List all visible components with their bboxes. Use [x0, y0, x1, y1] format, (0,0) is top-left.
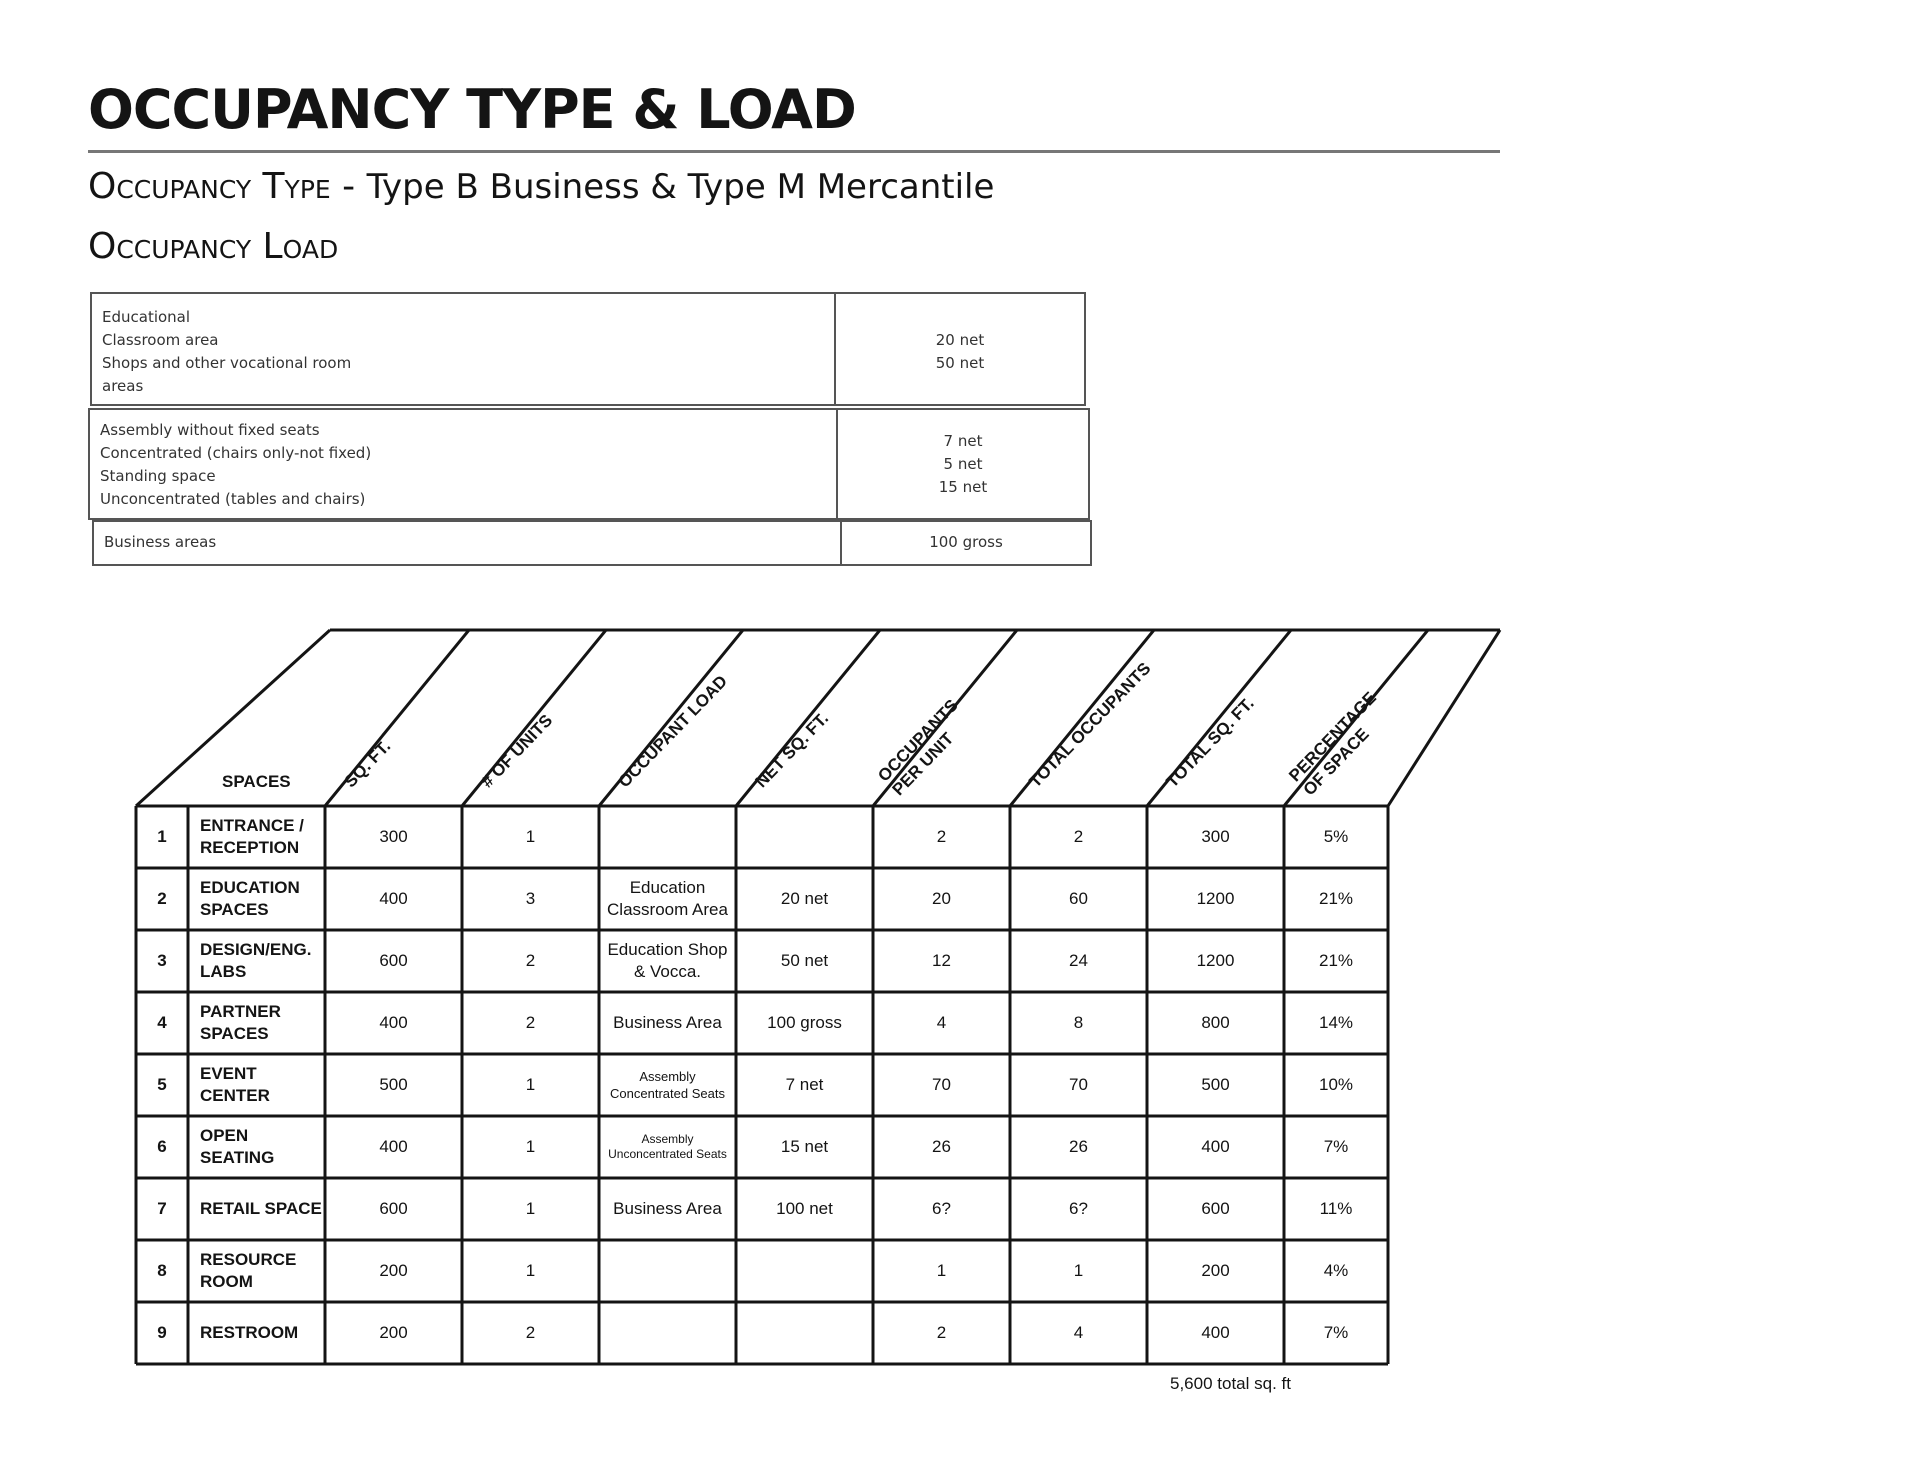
cell-total-sqft: 300 — [1201, 827, 1230, 846]
header-units: # OF UNITS — [477, 710, 557, 792]
reference-value: 7 net — [943, 432, 983, 450]
cell-pct: 7% — [1323, 1323, 1349, 1342]
header-occupants-per-unit: OCCUPANTS PER UNIT — [874, 695, 962, 800]
cell-net: 7 net — [785, 1075, 824, 1094]
cell-pct: 10% — [1318, 1075, 1354, 1094]
cell-per-unit: 70 — [932, 1075, 951, 1094]
space-name: RESTROOM — [200, 1323, 299, 1342]
header-sq-ft: SQ. FT. — [340, 736, 395, 792]
row-number: 5 — [157, 1075, 167, 1094]
cell-total-sqft: 500 — [1201, 1075, 1230, 1094]
cell-sqft: 200 — [379, 1323, 408, 1342]
reference-line: Unconcentrated (tables and chairs) — [100, 490, 366, 508]
cell-load: Assembly Unconcentrated Seats — [608, 1132, 727, 1161]
reference-line: Concentrated (chairs only-not fixed) — [100, 444, 372, 462]
cell-total-occ: 70 — [1069, 1075, 1088, 1094]
cell-net — [738, 808, 871, 866]
cell-net: 100 net — [776, 1199, 833, 1218]
cell-units: 2 — [525, 951, 536, 970]
cell-sqft: 200 — [379, 1261, 408, 1280]
cell-pct: 14% — [1318, 1013, 1354, 1032]
cell-sqft: 400 — [379, 1013, 408, 1032]
cell-per-unit: 20 — [932, 889, 951, 908]
cell-load: Business Area — [613, 1013, 722, 1032]
reference-line: Educational — [102, 308, 191, 326]
row-number: 7 — [157, 1199, 167, 1218]
cell-sqft: 400 — [379, 889, 408, 908]
reference-value: 15 net — [938, 478, 988, 496]
cell-units: 2 — [525, 1013, 536, 1032]
cell-total-occ: 4 — [1073, 1323, 1084, 1342]
space-name: PARTNER SPACES — [200, 1002, 281, 1043]
cell-load: Education Shop & Vocca. — [607, 940, 728, 981]
space-name: DESIGN/ENG. LABS — [200, 940, 312, 981]
cell-net — [738, 1242, 871, 1300]
cell-pct: 4% — [1323, 1261, 1349, 1280]
cell-total-sqft: 800 — [1201, 1013, 1230, 1032]
cell-net: 50 net — [780, 951, 829, 970]
cell-per-unit: 26 — [932, 1137, 951, 1156]
total-sqft-footnote: 5,600 total sq. ft — [1170, 1374, 1291, 1393]
cell-sqft: 600 — [379, 1199, 408, 1218]
cell-load — [601, 808, 734, 866]
cell-units: 2 — [525, 1323, 536, 1342]
cell-total-sqft: 400 — [1201, 1323, 1230, 1342]
cell-net: 20 net — [780, 889, 829, 908]
cell-total-occ: 60 — [1069, 889, 1088, 908]
header-occupant-load: OCCUPANT LOAD — [614, 671, 732, 792]
header-spaces: SPACES — [222, 772, 291, 791]
cell-total-sqft: 600 — [1201, 1199, 1230, 1218]
cell-total-occ: 1 — [1073, 1261, 1084, 1280]
cell-units: 1 — [525, 1199, 536, 1218]
cell-total-sqft: 1200 — [1196, 889, 1235, 908]
reference-line: Business areas — [104, 533, 217, 551]
header-net-sq-ft: NET SQ. FT. — [751, 708, 833, 792]
space-name: RESOURCE ROOM — [200, 1250, 297, 1291]
cell-total-occ: 2 — [1073, 827, 1084, 846]
reference-value: 5 net — [943, 455, 983, 473]
cell-per-unit: 1 — [936, 1261, 947, 1280]
cell-pct: 21% — [1318, 889, 1354, 908]
cell-total-occ: 8 — [1073, 1013, 1084, 1032]
cell-load: Assembly Concentrated Seats — [610, 1069, 725, 1101]
header-total-occupants: TOTAL OCCUPANTS — [1025, 658, 1155, 792]
cell-total-occ: 26 — [1069, 1137, 1088, 1156]
row-number: 6 — [157, 1137, 167, 1156]
occupancy-type-label: Occupancy Type - — [88, 166, 367, 207]
reference-line: Standing space — [100, 467, 216, 485]
cell-pct: 11% — [1319, 1199, 1353, 1218]
reference-line: Assembly without fixed seats — [100, 421, 320, 439]
row-number: 3 — [157, 951, 167, 970]
cell-load — [601, 1304, 734, 1362]
reference-line: Shops and other vocational room — [102, 354, 352, 372]
header-percentage: PERCENTAGE OF SPACE — [1285, 688, 1381, 800]
cell-per-unit: 4 — [936, 1013, 947, 1032]
cell-net: 100 gross — [767, 1013, 842, 1032]
reference-line: areas — [102, 377, 144, 395]
cell-per-unit: 2 — [936, 827, 947, 846]
cell-units: 1 — [525, 827, 536, 846]
cell-total-occ: 24 — [1069, 951, 1088, 970]
cell-pct: 7% — [1323, 1137, 1349, 1156]
cell-total-sqft: 1200 — [1196, 951, 1235, 970]
cell-total-sqft: 200 — [1201, 1261, 1230, 1280]
space-name: EVENT CENTER — [200, 1064, 270, 1105]
cell-per-unit: 2 — [936, 1323, 947, 1342]
row-number: 2 — [157, 889, 167, 908]
row-number: 9 — [157, 1323, 167, 1342]
cell-pct: 5% — [1323, 827, 1349, 846]
reference-value: 20 net — [935, 331, 985, 349]
reference-value: 50 net — [935, 354, 985, 372]
header-total-sq-ft: TOTAL SQ. FT. — [1162, 693, 1258, 792]
row-number: 8 — [157, 1261, 167, 1280]
space-name: EDUCATION SPACES — [200, 878, 300, 919]
cell-load: Education Classroom Area — [607, 878, 728, 919]
cell-sqft: 400 — [379, 1137, 408, 1156]
cell-units: 3 — [525, 889, 536, 908]
cell-total-occ: 6? — [1069, 1199, 1088, 1218]
occupancy-type-value: Type B Business & Type M Mercantile — [366, 167, 995, 207]
space-name: OPEN SEATING — [200, 1126, 275, 1167]
cell-units: 1 — [525, 1261, 536, 1280]
cell-load: Business Area — [613, 1199, 722, 1218]
cell-units: 1 — [525, 1137, 536, 1156]
reference-line: Classroom area — [102, 331, 219, 349]
cell-sqft: 300 — [379, 827, 408, 846]
cell-per-unit: 12 — [932, 951, 951, 970]
cell-pct: 21% — [1318, 951, 1354, 970]
reference-value: 100 gross — [929, 533, 1003, 551]
space-name: ENTRANCE / RECEPTION — [200, 816, 304, 857]
cell-units: 1 — [525, 1075, 536, 1094]
occupancy-load-heading: Occupancy Load — [88, 226, 339, 267]
cell-net: 15 net — [780, 1137, 829, 1156]
cell-sqft: 600 — [379, 951, 408, 970]
cell-load — [601, 1242, 734, 1300]
cell-sqft: 500 — [379, 1075, 408, 1094]
cell-net — [738, 1304, 871, 1362]
space-name: RETAIL SPACE — [200, 1199, 322, 1218]
cell-total-sqft: 400 — [1201, 1137, 1230, 1156]
row-number: 1 — [157, 827, 167, 846]
row-number: 4 — [157, 1013, 167, 1032]
page-title: OCCUPANCY TYPE & LOAD — [88, 78, 856, 141]
cell-per-unit: 6? — [932, 1199, 951, 1218]
